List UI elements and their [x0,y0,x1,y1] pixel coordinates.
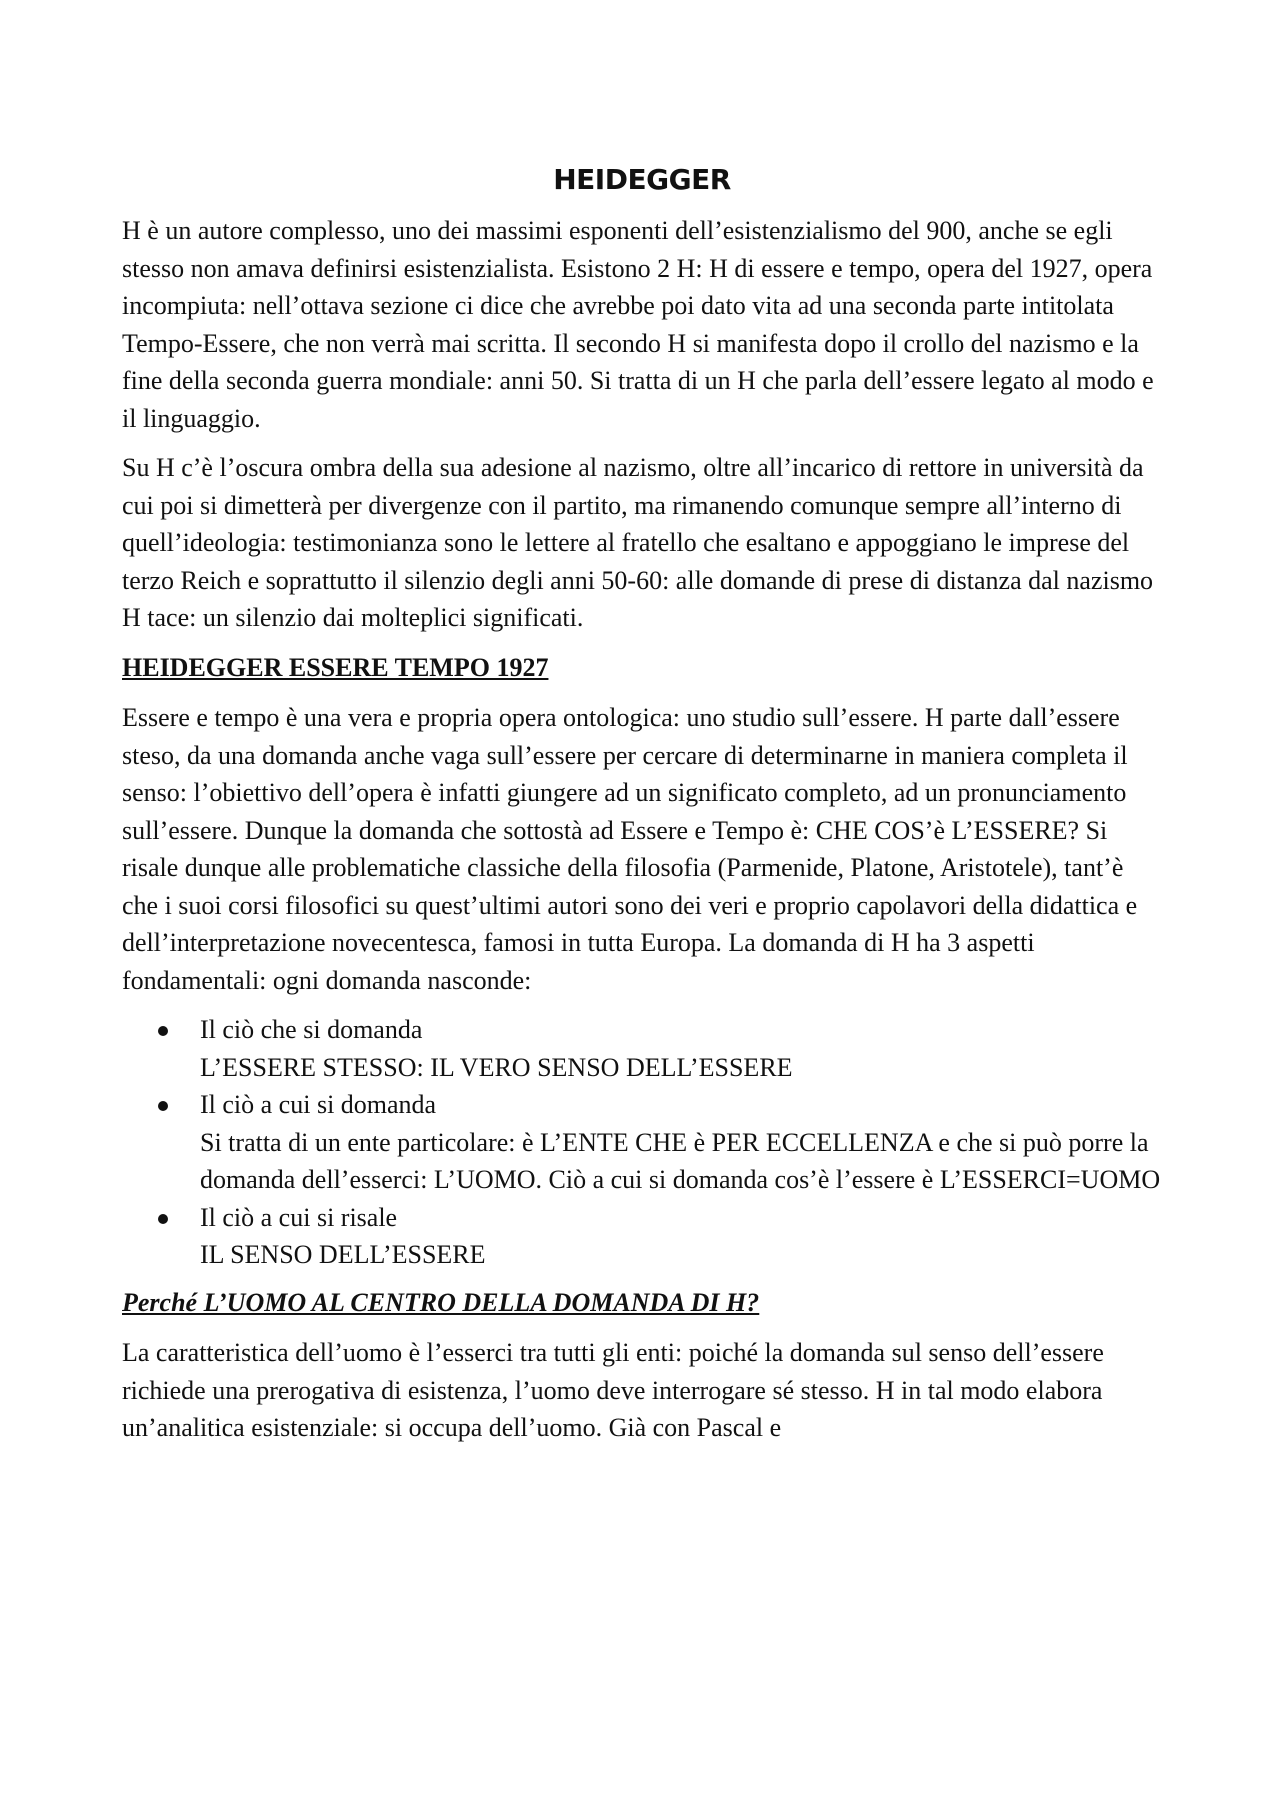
list-item-label: Il ciò a cui si domanda [200,1090,437,1119]
intro-paragraph-1: H è un autore complesso, uno dei massimi esponenti dell’esistenzialismo del 900, anche se egli stesso non amava definirsi esistenzialista. Esistono 2 H: H di essere e tempo, opera del 1927, opera incompiuta: nell’ottava sezione ci dice che avrebbe poi dato vita ad una seconda parte intitolata Tempo-Essere, che non verrà mai scritta. Il secondo H si manifesta dopo il crollo del nazismo e la fine della seconda guerra mondiale: anni 50. Si tratta di un H che parla dell’essere legato al modo e il linguaggio. [122,216,1154,433]
document-page [122,150,1162,1459]
bullet-dot-icon [158,1214,168,1224]
intro-paragraph-2: Su H c’è l’oscura ombra della sua adesione al nazismo, oltre all’incarico di rettore in università da cui poi si dimetterà per divergenze con il partito, ma rimanendo comunque sempre all’interno di quell’ideologia: testimonianza sono le lettere al fratello che esaltano e appoggiano le imprese del terzo Reich e soprattutto il silenzio degli anni 50-60: alle domande di prese di distanza dal nazismo H tace: un silenzio dai molteplici significati. [122,453,1154,632]
document-title: HEIDEGGER [553,163,731,196]
section-paragraph-uomo: La caratteristica dell’uomo è l’esserci tra tutti gli enti: poiché la domanda sul senso dell’essere richiede una prerogativa di esistenza, l’uomo deve interrogare sé stesso. H in tal modo elabora un’analitica esistenziale: si occupa dell’uomo. Già con Pascal e [122,1338,1104,1442]
list-item [200,1011,1162,1086]
list-item-label: Il ciò che si domanda [200,1015,423,1044]
list-item [200,1086,1162,1199]
bullet-dot-icon [158,1026,168,1036]
list-item-detail: Si tratta di un ente particolare: è L’ENTE CHE è PER ECCELLENZA e che si può porre la domanda dell’esserci: L’UOMO. Ciò a cui si domanda cos’è l’essere è L’ESSERCI=UOMO [200,1127,1161,1194]
bullet-dot-icon [158,1101,168,1111]
list-item-detail: L’ESSERE STESSO: IL VERO SENSO DELL’ESSERE [200,1052,793,1082]
section-heading-uomo: Perché L’UOMO AL CENTRO DELLA DOMANDA DI H? [122,1287,760,1317]
list-item-label: Il ciò a cui si risale [200,1202,398,1232]
list-item-detail: IL SENSO DELL’ESSERE [200,1240,486,1269]
list-item [200,1199,1162,1274]
section-paragraph-essere-tempo: Essere e tempo è una vera e propria opera ontologica: uno studio sull’essere. H parte dall’essere steso, da una domanda anche vaga sull’essere per cercare di determinarne in maniera completa il senso: l’obiettivo dell’opera è infatti giungere ad un significato completo, ad un pronunciamento sull’essere. Dunque la domanda che sottostà ad Essere e Tempo è: CHE COS’è L’ESSERE? Si risale dunque alle problematiche classiche della filosofia (Parmenide, Platone, Aristotele), tant’è che i suoi corsi filosofici su quest’ultimi autori sono dei veri e proprio capolavori della didattica e dell’interpretazione novecentesca, famosi in tutta Europa. La domanda di H ha 3 aspetti fondamentali: ogni domanda nasconde: [122,703,1138,995]
bullet-list [122,1011,1162,1274]
section-heading-essere-tempo: HEIDEGGER ESSERE TEMPO 1927 [122,652,549,682]
